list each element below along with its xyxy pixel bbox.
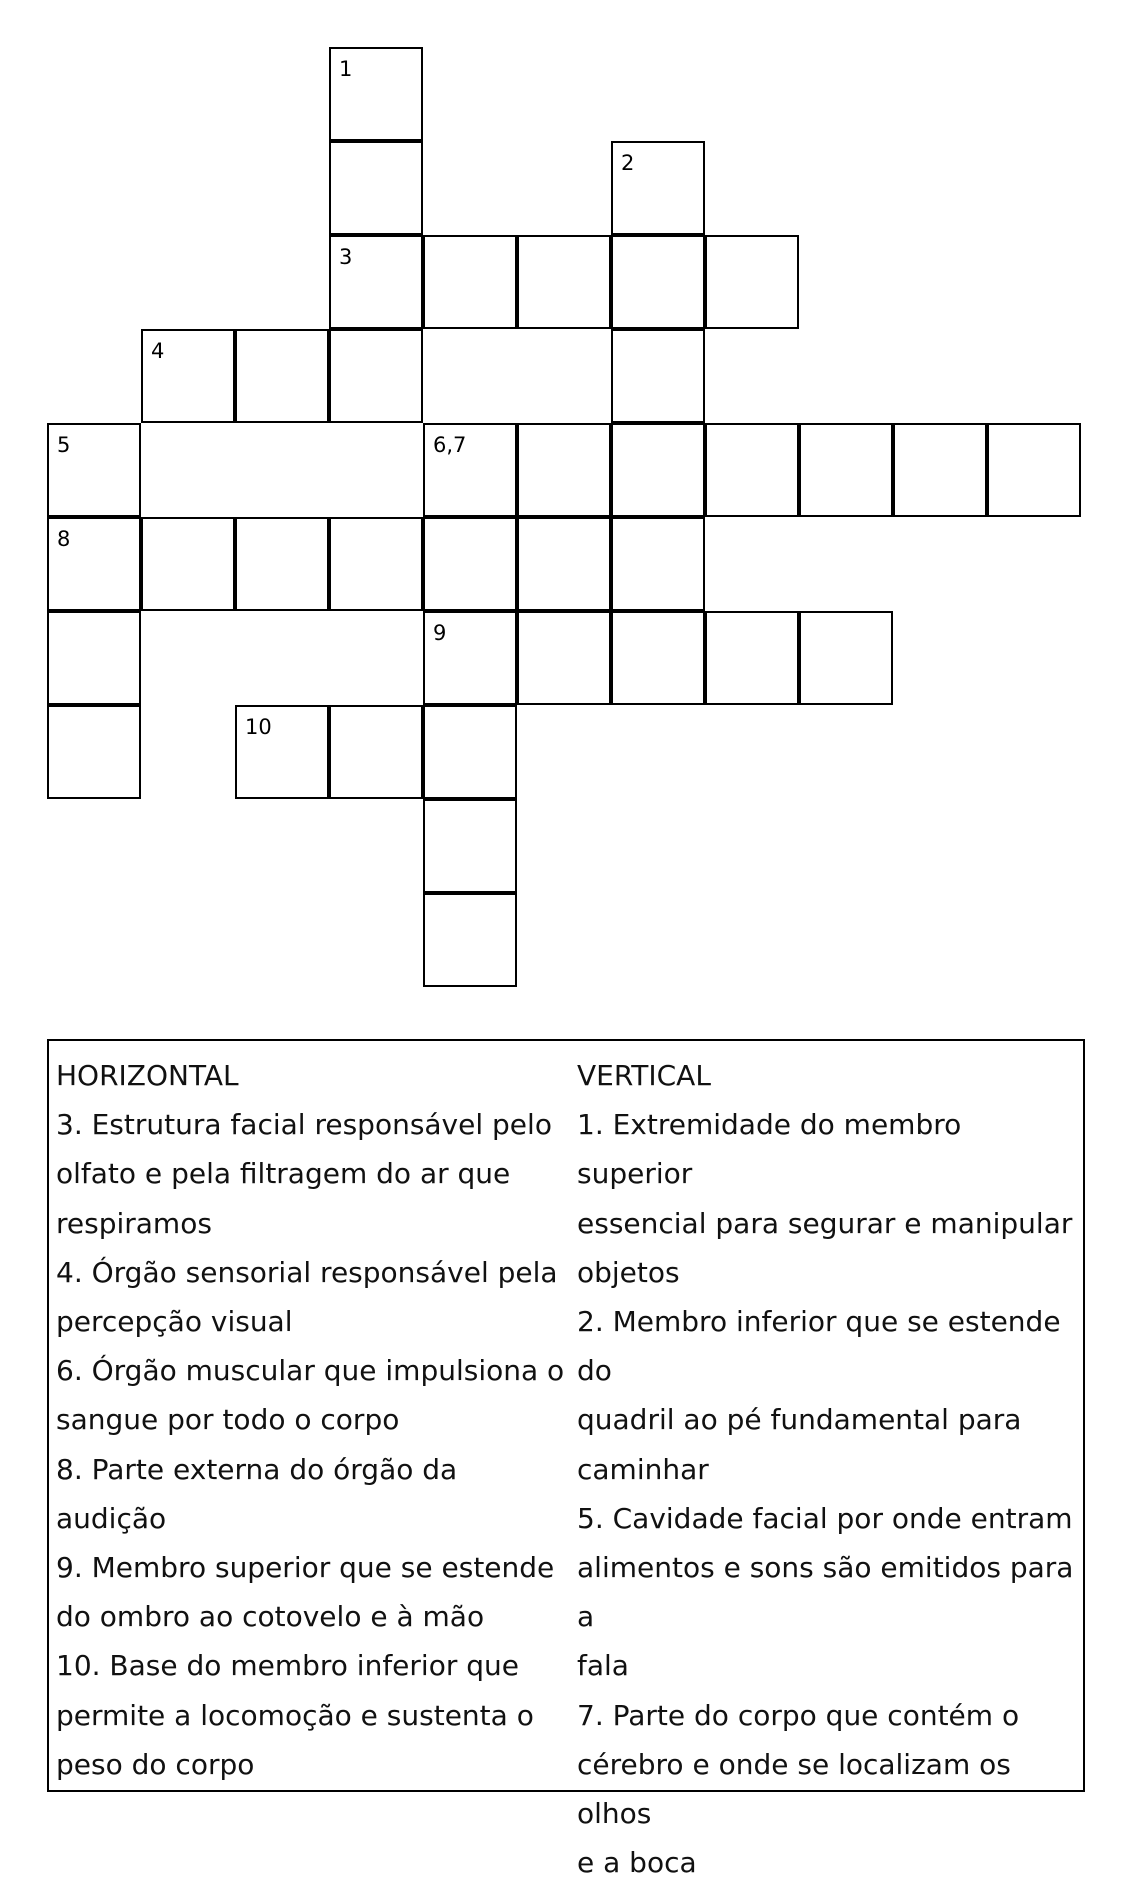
- clue-line: 10. Base do membro inferior que: [56, 1649, 519, 1683]
- clue-line: 5. Cavidade facial por onde entram: [577, 1501, 1073, 1535]
- clue-line: 2. Membro inferior que se estende do: [577, 1305, 1061, 1388]
- clues-panel: [47, 1039, 1085, 1880]
- crossword-cell[interactable]: [235, 329, 329, 423]
- crossword-cell[interactable]: [423, 893, 517, 987]
- clue-line: olfato e pela filtragem do ar que: [56, 1157, 511, 1191]
- clue-number: 6,7: [433, 433, 467, 457]
- crossword-cell[interactable]: [705, 423, 799, 517]
- crossword-cell[interactable]: [329, 235, 423, 329]
- clue-line: 4. Órgão sensorial responsável pela: [56, 1255, 558, 1289]
- crossword-cell[interactable]: [611, 141, 705, 235]
- crossword-cell[interactable]: [517, 611, 611, 705]
- crossword-cell[interactable]: [517, 235, 611, 329]
- clue-number: 5: [57, 433, 71, 457]
- clue-line: 7. Parte do corpo que contém o: [577, 1698, 1020, 1732]
- crossword-cell[interactable]: [329, 47, 423, 141]
- clue-line: 1. Extremidade do membro superior: [577, 1108, 962, 1191]
- crossword-cell[interactable]: [141, 329, 235, 423]
- crossword-cell[interactable]: [423, 235, 517, 329]
- clue-line: essencial para segurar e manipular: [577, 1206, 1073, 1240]
- clue-line: respiramos: [56, 1206, 212, 1240]
- crossword-cell[interactable]: [611, 423, 705, 517]
- clue-number: 1: [339, 57, 353, 81]
- clue-line: cérebro e onde se localizam os olhos: [577, 1747, 1011, 1831]
- crossword-cell[interactable]: [47, 705, 141, 799]
- clue-line: peso do corpo: [56, 1747, 255, 1781]
- clue-line: permite a locomoção e sustenta o: [56, 1698, 534, 1732]
- clue-line: e a boca: [577, 1846, 697, 1880]
- crossword-cell[interactable]: [47, 423, 141, 517]
- vertical-clues: [577, 1051, 1082, 1887]
- vertical-heading: VERTICAL: [577, 1059, 711, 1092]
- clue-line: 6. Órgão muscular que impulsiona o: [56, 1354, 565, 1388]
- crossword-cell[interactable]: [423, 517, 517, 611]
- crossword-cell[interactable]: [141, 517, 235, 611]
- crossword-cell[interactable]: [329, 329, 423, 423]
- clue-line: alimentos e sons são emitidos para a: [577, 1551, 1074, 1634]
- crossword-cell[interactable]: [329, 141, 423, 235]
- crossword-cell[interactable]: [705, 611, 799, 705]
- clue-line: objetos: [577, 1255, 680, 1289]
- crossword-cell[interactable]: [235, 705, 329, 799]
- clue-number: 9: [433, 621, 447, 645]
- clue-line: caminhar: [577, 1452, 709, 1486]
- clue-line: do ombro ao cotovelo e à mão: [56, 1600, 485, 1634]
- clue-number: 8: [57, 527, 71, 551]
- crossword-cell[interactable]: [423, 611, 517, 705]
- crossword-cell[interactable]: [517, 423, 611, 517]
- crossword-cell[interactable]: [611, 611, 705, 705]
- clue-line: percepção visual: [56, 1305, 293, 1339]
- crossword-cell[interactable]: [799, 611, 893, 705]
- clue-line: 8. Parte externa do órgão da audição: [56, 1452, 458, 1535]
- crossword-cell[interactable]: [329, 705, 423, 799]
- crossword-cell[interactable]: [611, 235, 705, 329]
- crossword-cell[interactable]: [423, 799, 517, 893]
- crossword-cell[interactable]: [329, 517, 423, 611]
- clue-number: 2: [621, 151, 635, 175]
- horizontal-heading: HORIZONTAL: [56, 1059, 239, 1092]
- clue-number: 3: [339, 245, 353, 269]
- crossword-cell[interactable]: [235, 517, 329, 611]
- crossword-cell[interactable]: [893, 423, 987, 517]
- crossword-cell[interactable]: [423, 705, 517, 799]
- clue-number: 4: [151, 339, 165, 363]
- crossword-cell[interactable]: [47, 611, 141, 705]
- crossword-cell[interactable]: [611, 517, 705, 611]
- horizontal-clues: [56, 1051, 566, 1789]
- crossword-cell[interactable]: [47, 517, 141, 611]
- clue-line: sangue por todo o corpo: [56, 1403, 400, 1437]
- crossword-cell[interactable]: [799, 423, 893, 517]
- crossword-cell[interactable]: [987, 423, 1081, 517]
- clue-line: 9. Membro superior que se estende: [56, 1551, 555, 1585]
- clue-line: 3. Estrutura facial responsável pelo: [56, 1108, 552, 1142]
- crossword-cell[interactable]: [423, 423, 517, 517]
- clue-line: quadril ao pé fundamental para: [577, 1403, 1022, 1437]
- crossword-cell[interactable]: [517, 517, 611, 611]
- crossword-cell[interactable]: [611, 329, 705, 423]
- clue-line: fala: [577, 1649, 629, 1683]
- clue-number: 10: [245, 715, 272, 739]
- crossword-cell[interactable]: [705, 235, 799, 329]
